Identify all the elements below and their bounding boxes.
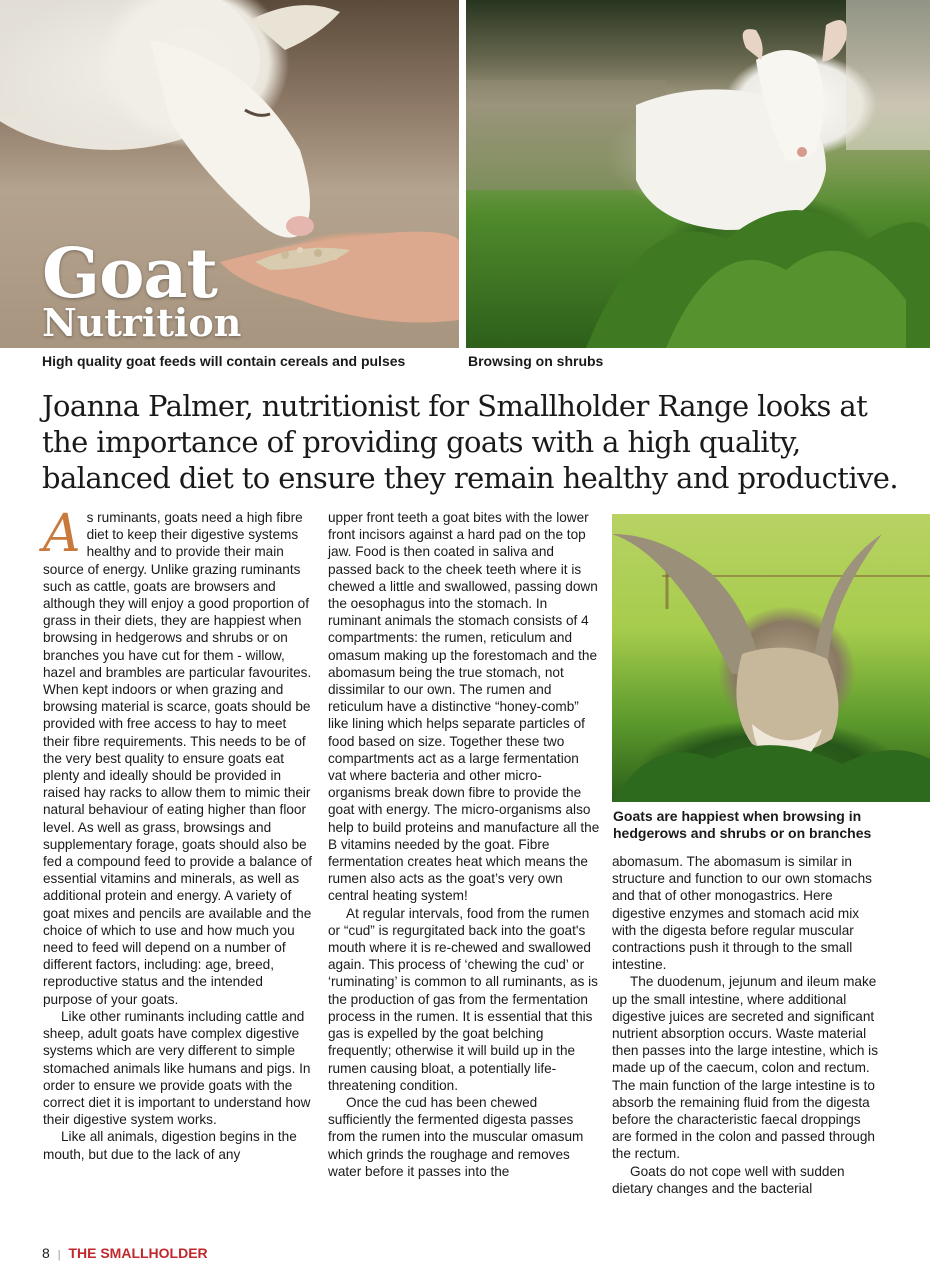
caption-photo3: Goats are happiest when browsing in hedgerows and shrubs or on branches bbox=[613, 808, 872, 841]
article-column-2 bbox=[328, 509, 600, 1180]
paragraph: upper front teeth a goat bites with the lower front incisors against a hard pad on the top jaw. Food is then coated in saliva and passed back to the cheek teeth where it is chewed a little and swallowed, passing down the oesophagus into the stomach. In ruminant animals the stomach consists of 4 compartments: the rumen, reticulum and omasum making up the forestomach and the abomasum being the true stomach, not dissimilar to our own. The rumen and reticulum have a distinctive “honey-comb” like lining which helps separate particles of food based on size. Together these two compartments act as a large fermentation vat where bacteria and other micro-organisms break down fibre to provide the goat with energy. The micro-organisms also help to build proteins and manufacture all the B vitamins needed by the goat. Fibre fermentation creates heat which means the rumen also acts as the goat’s very own central heating system! bbox=[328, 510, 600, 904]
caption-photo1: High quality goat feeds will contain cereals and pulses bbox=[42, 353, 406, 369]
footer-separator: | bbox=[57, 1249, 61, 1261]
paragraph: Once the cud has been chewed sufficiently the fermented digesta passes from the rumen into the muscular omasum which grinds the roughage and removes water before it passes into the bbox=[328, 1094, 584, 1179]
paragraph: Goats do not cope well with sudden dietary changes and the bacterial bbox=[612, 1163, 845, 1196]
page-number: 8 bbox=[42, 1245, 50, 1261]
title-nutrition: Nutrition bbox=[42, 300, 242, 345]
horned-goat-illustration bbox=[612, 514, 930, 802]
photo-horned-goat-hedgerow bbox=[612, 514, 930, 802]
publication-name: THE SMALLHOLDER bbox=[68, 1245, 208, 1261]
article-column-3 bbox=[612, 853, 884, 1197]
page-footer bbox=[42, 1245, 208, 1261]
goat-browsing-illustration bbox=[466, 0, 930, 348]
paragraph: At regular intervals, food from the rumen or “cud” is regurgitated back into the goat's mouth where it is re-chewed and swallowed again. This process of ‘chewing the cud’ or ‘ruminating’ is common to all ruminants, as is the production of gas from the fermentation process in the rumen. It is essential that this gas is expelled by the goat belching frequently; otherwise it will build up in the rumen causing bloat, a potentially life-threatening condition. bbox=[328, 905, 598, 1093]
dropcap: A bbox=[43, 504, 81, 564]
photo-goat-browsing-shrubs bbox=[466, 0, 930, 348]
title-goat: Goat bbox=[42, 234, 217, 314]
photo-goat-hand-feeding bbox=[0, 0, 459, 348]
paragraph: Like all animals, digestion begins in the mouth, but due to the lack of any bbox=[43, 1129, 297, 1162]
article-title bbox=[42, 234, 242, 345]
paragraph: The duodenum, jejunum and ileum make up the small intestine, where additional digestive juices are secreted and significant nutrient absorption occurs. Waste material then passes into the large intestine, which is made up of the caecum, colon and rectum. The main function of the large intestine is to absorb the remaining fluid from the digesta before the characteristic faecal droppings are formed in the colon and passed through the rectum. bbox=[612, 974, 878, 1162]
paragraph: s ruminants, goats need a high fibre diet to keep their digestive systems healthy and to provide their main source of energy. Unlike grazing ruminants such as cattle, goats are browsers and although they will enjoy a good proportion of grass in their diets, they are happiest when browsing in hedgerows and shrubs or on branches you have cut for them - willow, hazel and brambles are particular favourites. When kept indoors or when grazing and browsing material is scarce, goats should be provided with free access to hay to meet their fibre requirements. This needs to be of the very best quality to ensure goats eat plenty and ideally should be provided in raised hay racks to allow them to mimic their natural behaviour of eating higher than floor level. As well as grass, browsings and supplementary forage, goats should also be fed a compound feed to provide a balance of essential vitamins and minerals, as well as additional protein and energy. A variety of goat mixes and pencils are available and the choice of which to use and how much you need to feed will depend on a number of different factors, including: age, breed, reproductive status and the intended purpose of your goats. bbox=[43, 510, 313, 1007]
article-column-1 bbox=[43, 504, 315, 1163]
paragraph: abomasum. The abomasum is similar in structure and function to our own stomachs and that of other monogastrics. Here digestive enzymes and stomach acid mix with the digesta before regular muscular contractions push it through to the small intestine. bbox=[612, 854, 872, 973]
standfirst: Joanna Palmer, nutritionist for Smallholder Range looks at the importance of providing goats with a high quality, balanced diet to ensure they remain healthy and productive. bbox=[42, 389, 898, 495]
paragraph: Like other ruminants including cattle and sheep, adult goats have complex digestive systems which are very different to simple stomached animals like humans and pigs. In order to ensure we provide goats with the correct diet it is important to understand how their digestive system works. bbox=[43, 1008, 311, 1128]
caption-photo2: Browsing on shrubs bbox=[468, 353, 604, 369]
